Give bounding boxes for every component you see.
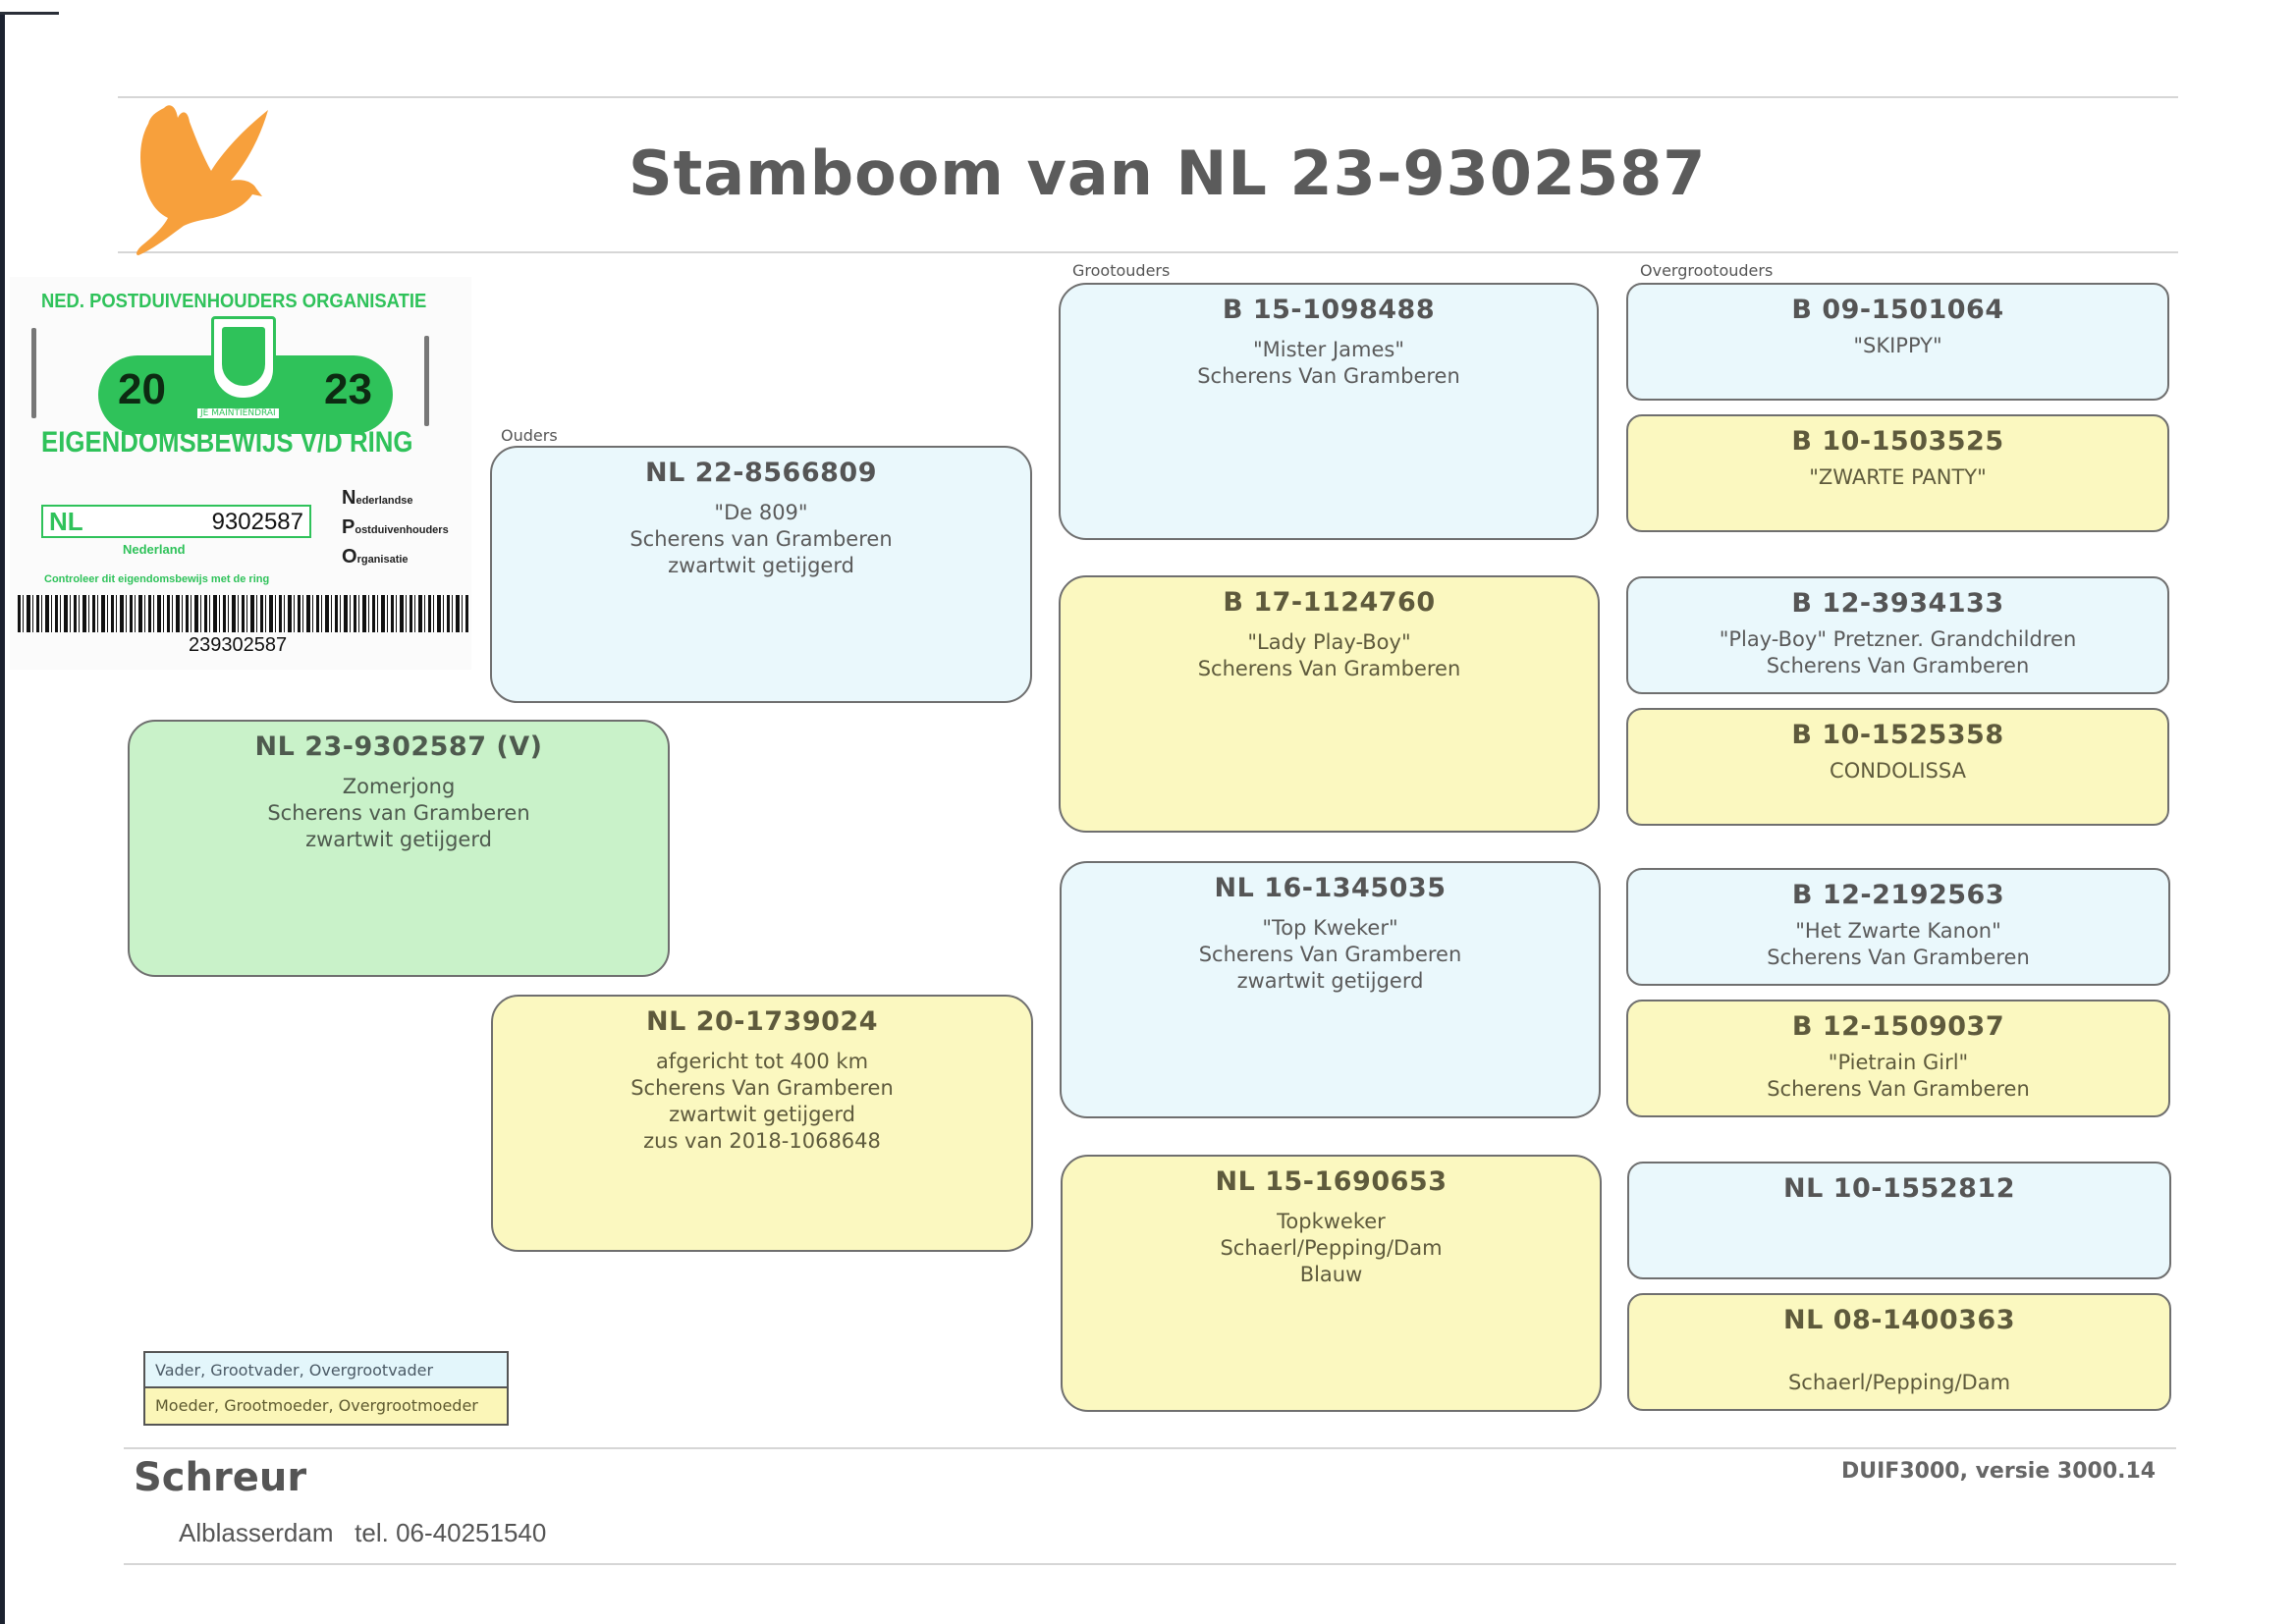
software-version: DUIF3000, versie 3000.14: [1841, 1459, 2157, 1484]
lion-shield-icon: [211, 316, 276, 401]
cert-country-code: NL: [49, 507, 83, 536]
cert-mark: [31, 328, 36, 418]
divider: [124, 1563, 2176, 1565]
column-label-grandparents: Grootouders: [1072, 261, 1171, 280]
pedigree-card-grandmother[interactable]: NL 15-1690653 Topkweker Schaerl/Pepping/Dam Blauw: [1061, 1155, 1602, 1412]
cert-mark: [424, 336, 429, 426]
scan-edge: [0, 12, 59, 15]
divider: [118, 96, 2178, 98]
pedigree-card-great-grandmother[interactable]: NL 08-1400363 Schaerl/Pepping/Dam: [1627, 1293, 2171, 1411]
pedigree-card-great-grandfather[interactable]: B 12-2192563 "Het Zwarte Kanon" Scherens Van Gramberen: [1626, 868, 2170, 986]
pedigree-card-grandfather[interactable]: B 15-1098488 "Mister James" Scherens Van Gramberen: [1059, 283, 1599, 540]
cert-ring-number: 9302587: [211, 509, 303, 535]
pedigree-card-great-grandfather[interactable]: B 09-1501064 "SKIPPY": [1626, 283, 2169, 401]
cert-year-left: 20: [118, 365, 166, 413]
cert-ring-box: [41, 505, 311, 538]
cert-motto: JE MAINTIENDRAI: [196, 407, 280, 419]
pedigree-card-subject[interactable]: NL 23-9302587 (V) Zomerjong Scherens van Gramberen zwartwit getijgerd: [128, 720, 670, 977]
dove-icon: [123, 98, 270, 255]
breeder-name: Schreur: [134, 1455, 307, 1500]
divider: [124, 1447, 2176, 1449]
pedigree-card-great-grandfather[interactable]: NL 10-1552812: [1627, 1162, 2171, 1279]
cert-npo-line: Postduivenhouders: [342, 516, 449, 538]
color-legend: [143, 1351, 509, 1426]
pedigree-card-great-grandmother[interactable]: B 10-1503525 "ZWARTE PANTY": [1626, 414, 2169, 532]
pedigree-card-father[interactable]: NL 22-8566809 "De 809" Scherens van Gramberen zwartwit getijgerd: [490, 446, 1032, 703]
cert-country: Nederland: [123, 542, 186, 557]
cert-year-right: 23: [324, 365, 372, 413]
pedigree-card-great-grandfather[interactable]: B 12-3934133 "Play-Boy" Pretzner. Grandchildren Scherens Van Gramberen: [1626, 576, 2169, 694]
pedigree-card-grandmother[interactable]: B 17-1124760 "Lady Play-Boy" Scherens Van Gramberen: [1059, 575, 1600, 833]
page-title: Stamboom van NL 23-9302587: [628, 137, 1707, 209]
cert-organisation: NED. POSTDUIVENHOUDERS ORGANISATIE: [41, 291, 427, 312]
pedigree-card-great-grandmother[interactable]: B 10-1525358 CONDOLISSA: [1626, 708, 2169, 826]
pedigree-card-mother[interactable]: NL 20-1739024 afgericht tot 400 km Scherens Van Gramberen zwartwit getijgerd zus van 2018-1068648: [491, 995, 1033, 1252]
cert-npo-line: Nederlandse: [342, 487, 413, 509]
ring-certificate: [10, 277, 471, 670]
divider: [118, 251, 2178, 253]
breeder-address: Alblasserdam tel. 06-40251540: [179, 1518, 547, 1547]
barcode: [18, 595, 469, 632]
cert-heading: EIGENDOMSBEWIJS V/D RING: [41, 426, 413, 459]
scan-edge: [0, 14, 5, 1624]
cert-check-text: Controleer dit eigendomsbewijs met de ring: [44, 573, 270, 585]
legend-male: Vader, Grootvader, Overgrootvader: [145, 1353, 507, 1388]
column-label-parents: Ouders: [501, 426, 558, 445]
pedigree-card-great-grandmother[interactable]: B 12-1509037 "Pietrain Girl" Scherens Van Gramberen: [1626, 1000, 2170, 1117]
cert-npo-line: Organisatie: [342, 546, 409, 568]
pedigree-card-grandfather[interactable]: NL 16-1345035 "Top Kweker" Scherens Van Gramberen zwartwit getijgerd: [1060, 861, 1601, 1118]
barcode-number: 239302587: [189, 634, 288, 656]
column-label-great-grandparents: Overgrootouders: [1640, 261, 1774, 280]
legend-female: Moeder, Grootmoeder, Overgrootmoeder: [145, 1388, 507, 1424]
